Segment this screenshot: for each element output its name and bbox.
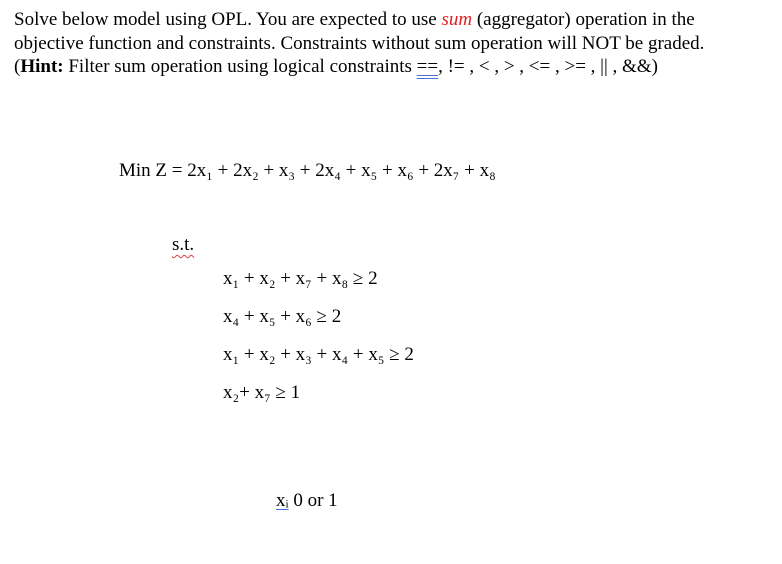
constraint-3: x₁ + x₂ + x₃ + x₄ + x₅ ≥ 2 — [223, 344, 414, 365]
hint-label: Hint: — [20, 56, 64, 77]
subject-to-label: s.t. — [172, 234, 195, 255]
instructions-text: Filter sum operation using logical constraints — [63, 56, 417, 77]
constraint-1: x₁ + x₂ + x₇ + x₈ ≥ 2 — [223, 268, 378, 289]
instructions-text: objective function and constraints. Constraints without sum operation will NOT be graded. — [14, 32, 705, 54]
instructions-paragraph — [14, 8, 780, 79]
instructions-line-1 — [14, 8, 780, 32]
domain-values: 0 or 1 — [288, 490, 338, 511]
instructions-text: (aggregator) operation in the — [472, 9, 695, 30]
instructions-line-2 — [14, 32, 780, 56]
instructions-text: ( — [14, 56, 21, 77]
objective-function: Min Z = 2x₁ + 2x₂ + x₃ + 2x₄ + x₅ + x₆ + 2x₇ + x₈ — [119, 160, 496, 181]
domain-variable: xᵢ — [276, 490, 289, 511]
constraint-4: x₂+ x₇ ≥ 1 — [223, 382, 301, 403]
instructions-line-3 — [14, 55, 780, 79]
equality-operator: == — [416, 56, 439, 77]
operators-list: , != , < , > , <= , >= , || , &&) — [438, 56, 658, 77]
constraint-2: x₄ + x₅ + x₆ ≥ 2 — [223, 306, 342, 327]
instructions-text: Solve below model using OPL. You are expected to use — [14, 9, 442, 30]
sum-keyword: sum — [441, 9, 473, 30]
variable-domain — [276, 490, 338, 512]
